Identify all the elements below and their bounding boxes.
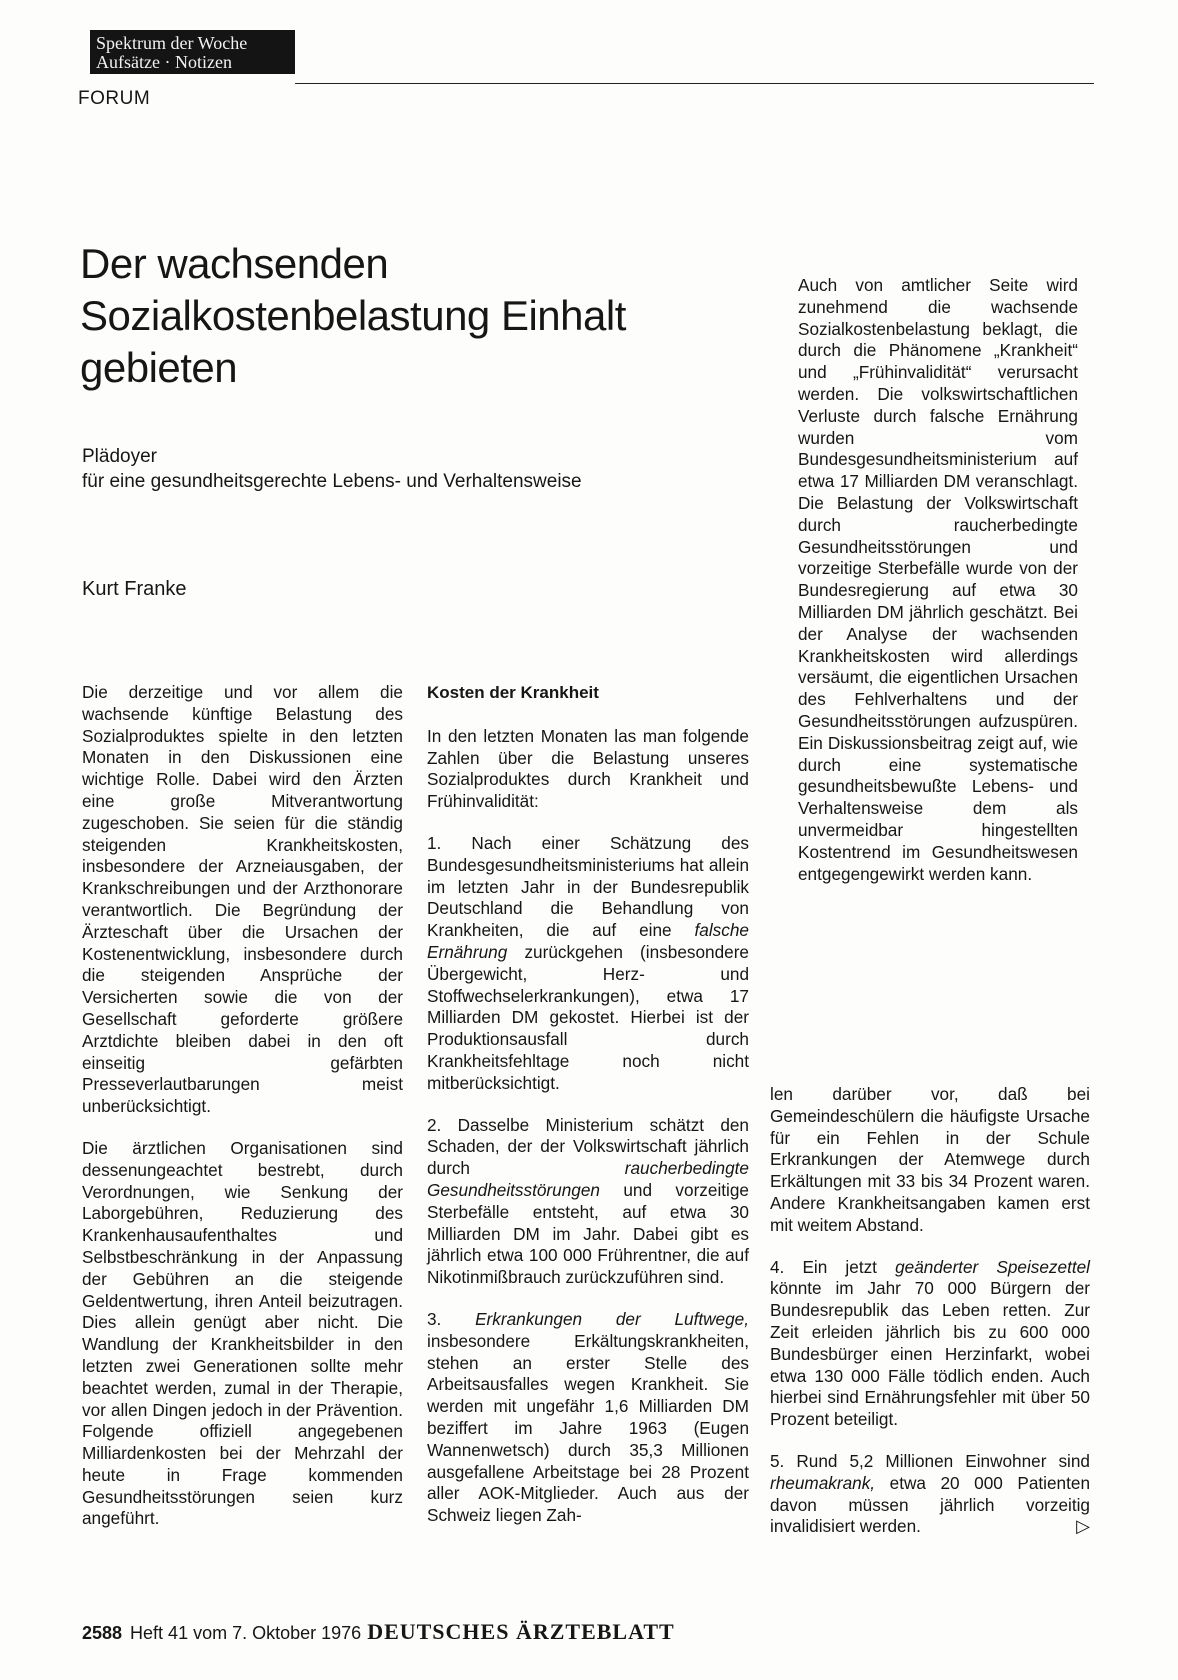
article-subtitle	[82, 444, 702, 494]
text-run: könnte im Jahr 70 000 Bürgern der Bundesrepublik das Leben retten. Zur Zeit erleiden jährlich bis zu 600 000 Bundesbürger einen Herzinfarkt, wobei etwa 130 000 Fälle tödlich enden. Auch hierbei sind Ernährungsfehler mit über 50 Prozent beteiligt.	[770, 1278, 1090, 1430]
col2-paragraph-1: In den letzten Monaten las man folgende Zahlen über die Belastung unseres Sozialproduktes durch Krankheit und Frühinvalidität:	[427, 725, 749, 812]
text-run: 4. Ein jetzt	[770, 1256, 896, 1277]
issue-info: Heft 41 vom 7. Oktober 1976	[130, 1623, 362, 1643]
column-3	[770, 1084, 1090, 1558]
journal-name: DEUTSCHES ÄRZTEBLATT	[367, 1619, 675, 1644]
text-run: etwa 20 000 Patienten davon müssen jährlich vorzeitig invalidisiert werden.	[770, 1472, 1090, 1537]
col2-paragraph-4	[427, 1309, 749, 1527]
abstract-paragraph: Auch von amtlicher Seite wird zunehmend die wachsende Sozialkostenbelastung beklagt, die durch die Phänomene „Krankheit“ und „Frühinvalidität“ verursacht werden. Die volkswirtschaftlichen Verluste durch falsche Ernährung wurden vom Bundesgesundheitsministerium auf etwa 17 Milliarden DM veranschlagt. Die Belastung der Volkswirtschaft durch raucherbedingte Gesundheitsstörungen und vorzeitige Sterbefälle wurde von der Bundesregierung auf etwa 30 Milliarden DM jährlich geschätzt. Bei der Analyse der wachsenden Krankheitskosten wird allerdings versäumt, die eigentlichen Ursachen des Fehlverhaltens und der Gesundheitsstörungen aufzuspüren. Ein Diskussionsbeitrag zeigt auf, wie durch eine systematische gesundheitsbewußte Lebens- und Verhaltensweise dem als unvermeidbar hingestellten Kostentrend im Gesundheitswesen entgegengewirkt werden kann.	[798, 275, 1078, 884]
emphasis: raucherbedingte Gesundheitsstörungen	[427, 1158, 749, 1200]
col3-paragraph-1: len darüber vor, daß bei Gemeindeschülern die häufigste Ursache für ein Fehlen in der Schule Erkrankungen der Atemwege durch Erkältungen mit 33 bis 34 Prozent waren. Andere Krankheitsangaben kamen erst mit weitem Abstand.	[770, 1084, 1090, 1235]
col2-paragraph-2	[427, 833, 749, 1095]
text-run: 2. Dasselbe Ministerium schätzt den Schaden, der der Volkswirtschaft jährlich durch	[427, 1114, 749, 1179]
text-run: insbesondere Erkältungskrankheiten, stehen an erster Stelle des Arbeitsausfalles wegen Krankheit. Sie werden mit ungefähr 1,6 Milliarden DM beziffert im Jahre 1963 (Eugen Wannenwetsch) durch 35,3 Millionen ausgefallene Arbeitstage bei 28 Prozent aller AOK-Mitglieder. Auch aus der Schweiz liegen Zah-	[427, 1330, 749, 1526]
section-label: FORUM	[78, 88, 151, 109]
subtitle-line-2: für eine gesundheitsgerechte Lebens- und Verhaltensweise	[82, 471, 582, 492]
subtitle-line-1: Plädoyer	[82, 446, 157, 467]
lead-abstract	[798, 275, 1078, 905]
section-header-badge	[90, 30, 295, 74]
page-number: 2588	[82, 1623, 123, 1643]
col1-paragraph-1: Die derzeitige und vor allem die wachsende künftige Belastung des Sozialproduktes spielte in den letzten Monaten in den Diskussionen eine wichtige Rolle. Dabei wird den Ärzten eine große Mitverantwortung zugeschoben. Sie seien für die ständig steigenden Krankheitskosten, insbesondere der Arzneiausgaben, der Krankschreibungen und der Arzthonorare verantwortlich. Die Begründung der Ärzteschaft über die Ursachen der Kostenentwicklung, insbesondere durch die steigenden Ansprüche der Versicherten sowie die von der Gesellschaft geforderte größere Arztdichte bleiben dabei in den oft einseitig gefärbten Presseverlautbarungen meist unberücksichtigt.	[82, 682, 403, 1117]
section-heading: Kosten der Krankheit	[427, 683, 599, 702]
header-line-2: Aufsätze · Notizen	[96, 52, 232, 72]
column-2	[427, 682, 749, 1547]
column-1	[82, 682, 403, 1550]
text-run: zurückgehen (insbesondere Übergewicht, Herz- und Stoffwechselerkrankungen), etwa 17 Milliarden DM gekostet. Hierbei ist der Produktionsausfall durch Krankheitsfehltage noch nicht mitberücksichtigt.	[427, 941, 749, 1093]
header-rule	[295, 83, 1094, 84]
article-author: Kurt Franke	[82, 578, 187, 600]
continue-arrow-icon: ▷	[1076, 1516, 1090, 1537]
text-run: 1. Nach einer Schätzung des Bundesgesundheitsministeriums hat allein im letzten Jahr in der Bundesrepublik Deutschland die Behandlung von Krankheiten, die auf eine	[427, 832, 749, 941]
emphasis: geänderter Speisezettel	[895, 1256, 1090, 1277]
emphasis: Erkrankungen der Luftwege,	[475, 1308, 749, 1329]
emphasis: rheumakrank,	[770, 1472, 876, 1493]
col2-paragraph-3	[427, 1115, 749, 1289]
col3-paragraph-3	[770, 1451, 1090, 1538]
col1-paragraph-2: Die ärztlichen Organisationen sind dessenungeachtet bestrebt, durch Verordnungen, wie Senkung der Laborgebühren, Reduzierung des Krankenhausaufenthaltes und Selbstbeschränkung in der Anpassung der Gebühren an die steigende Geldentwertung, ihren Anteil beizutragen. Dies allein genügt aber nicht. Die Wandlung der Krankheitsbilder in den letzten zwei Generationen sollte mehr beachtet werden, zumal in der Therapie, vor allen Dingen jedoch in der Prävention. Folgende offiziell angegebenen Milliardenkosten bei der Mehrzahl der heute in Frage kommenden Gesundheitsstörungen seien kurz angeführt.	[82, 1137, 403, 1529]
emphasis: falsche Ernährung	[427, 920, 749, 962]
text-run: und vorzeitige Sterbefälle entsteht, auf etwa 30 Milliarden DM im Jahr. Dabei gibt es jährlich etwa 100 000 Frührentner, die auf Nikotinmißbrauch zurückzuführen sind.	[427, 1179, 749, 1288]
text-run: 3.	[427, 1308, 476, 1329]
col3-paragraph-2	[770, 1257, 1090, 1431]
page-footer	[82, 1619, 675, 1645]
text-run: 5. Rund 5,2 Millionen Einwohner sind	[770, 1450, 1090, 1471]
article-title: Der wachsenden Sozialkostenbelastung Einhalt gebieten	[80, 240, 626, 391]
header-line-1: Spektrum der Woche	[96, 33, 248, 53]
